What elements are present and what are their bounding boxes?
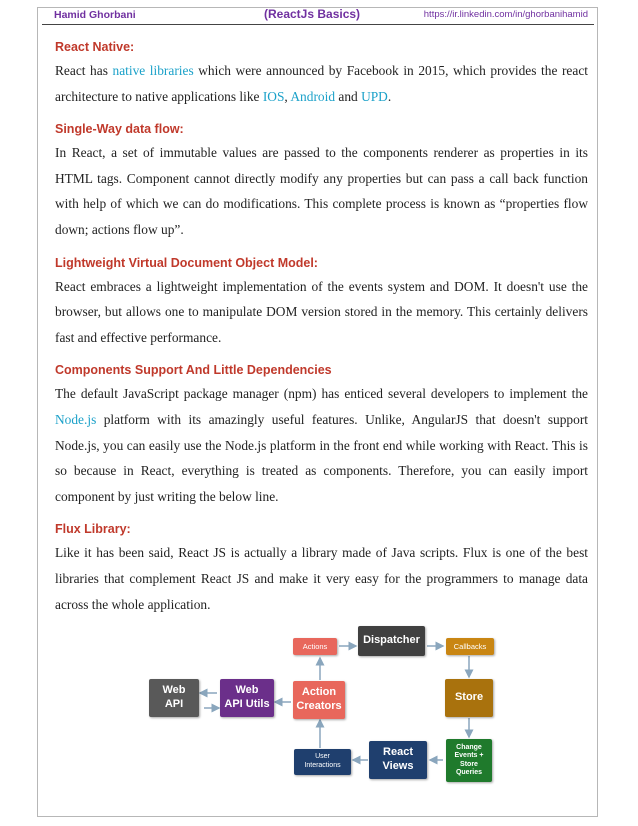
dispatcher-box bbox=[358, 626, 425, 656]
paragraph-react-native bbox=[55, 58, 588, 109]
web-api-utils-label-2: API Utils bbox=[224, 698, 270, 710]
actions-box bbox=[293, 638, 337, 655]
react-views-box bbox=[369, 741, 427, 779]
paragraph-flux: Like it has been said, React JS is actually a library made of Java scripts. Flux is one of the best libraries that complement React JS and make it very easy for the programmers to manage data across the whole application. bbox=[55, 545, 588, 612]
heading-single-way: Single-Way data flow: bbox=[55, 122, 184, 137]
paragraph-single-way: In React, a set of immutable values are passed to the components renderer as properties in its HTML tags. Component cannot directly modify any properties but can pass a call back function with help of which we can do modifications. This complete process is known as “properties flow down; actions flow up”. bbox=[55, 145, 588, 237]
heading-components: Components Support And Little Dependencies bbox=[55, 363, 332, 378]
heading-react-native: React Native: bbox=[55, 40, 135, 54]
actions-label: Actions bbox=[302, 641, 328, 651]
text: The default JavaScript package manager (npm) has enticed several developers to implement the bbox=[55, 386, 588, 402]
dispatcher-label: Dispatcher bbox=[363, 634, 420, 647]
web-api-utils-box bbox=[220, 679, 274, 717]
web-api-label-2: API bbox=[164, 698, 184, 710]
change-label-2: Events + bbox=[454, 752, 484, 760]
page-header bbox=[42, 8, 594, 25]
link-android[interactable]: Android bbox=[290, 88, 336, 104]
change-label-4: Queries bbox=[455, 768, 483, 776]
paragraph-virtual-dom: React embraces a lightweight implementation of the events system and DOM. It doesn't use the browser, but allows one to manipulate DOM version stored in the memory. This certainly delivers fast and effective performance. bbox=[55, 278, 588, 345]
callbacks-box bbox=[446, 638, 494, 655]
text: and bbox=[335, 88, 362, 104]
change-label-1: Change bbox=[456, 743, 482, 751]
text: which were announced by Facebook in 2015, which provides the react architecture to native applications like bbox=[55, 63, 588, 104]
action-creators-label-2: Creators bbox=[296, 700, 342, 712]
link-upd[interactable]: UPD bbox=[361, 88, 388, 104]
paragraph-components bbox=[55, 381, 588, 509]
action-creators-label-1: Action bbox=[301, 686, 337, 699]
header-title: (ReactJs Basics) bbox=[264, 7, 361, 21]
react-views-label-2: Views bbox=[382, 760, 414, 772]
link-native-libraries[interactable]: native libraries bbox=[112, 63, 194, 78]
text: , bbox=[284, 88, 291, 104]
user-interactions-box bbox=[294, 749, 351, 775]
user-interactions-label-1: User bbox=[315, 753, 330, 761]
change-label-3: Store bbox=[460, 760, 478, 768]
action-creators-box bbox=[293, 681, 345, 719]
heading-flux: Flux Library: bbox=[55, 522, 131, 537]
change-events-box bbox=[446, 739, 492, 782]
store-label: Store bbox=[454, 691, 484, 704]
web-api-utils-label-1: Web bbox=[235, 684, 259, 697]
flux-diagram bbox=[140, 620, 500, 790]
web-api-label-1: Web bbox=[162, 684, 186, 697]
web-api-box bbox=[149, 679, 199, 717]
react-views-label-1: React bbox=[383, 746, 413, 759]
document-body bbox=[55, 40, 588, 617]
user-interactions-label-2: Interactions bbox=[304, 762, 341, 769]
text: platform with its amazingly useful features. Unlike, AngularJS that doesn't support Node.js, you can easily use the Node.js platform in the front end while working with React. This is so because in React, everything is treated as components. Therefore, you can easily import component by just writing the below line. bbox=[55, 411, 588, 504]
link-ios[interactable]: IOS bbox=[262, 88, 285, 104]
header-url[interactable]: https://ir.linkedin.com/in/ghorbanihamid bbox=[423, 9, 588, 20]
store-box bbox=[445, 679, 493, 717]
link-nodejs[interactable]: Node.js bbox=[55, 411, 97, 427]
text: . bbox=[387, 88, 392, 104]
text: React has bbox=[55, 63, 113, 78]
heading-virtual-dom: Lightweight Virtual Document Object Model: bbox=[55, 255, 318, 270]
callbacks-label: Callbacks bbox=[453, 641, 487, 651]
header-author: Hamid Ghorbani bbox=[54, 9, 136, 21]
